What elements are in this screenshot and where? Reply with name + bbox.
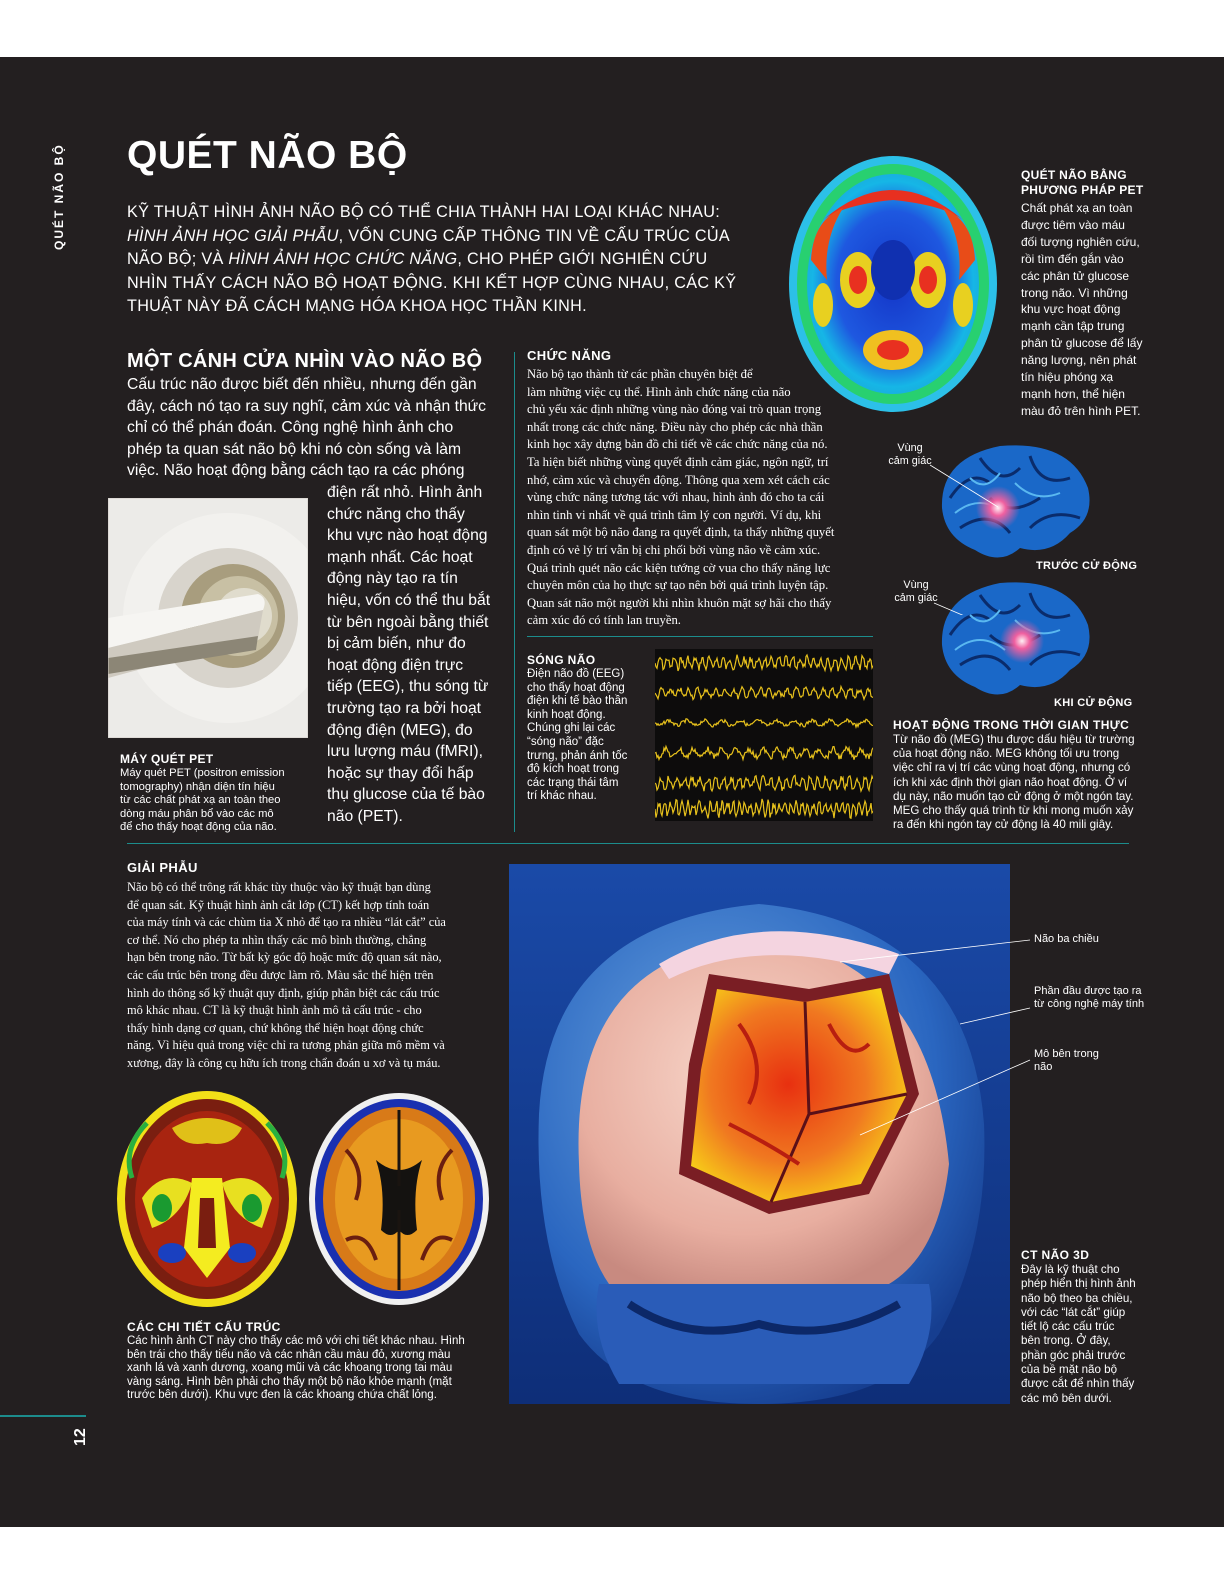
anatomy-line: hình do thông số kỹ thuật quy định, giúp phân biệt các cấu trúc — [127, 985, 440, 1000]
anatomy-line: để quan sát. Kỹ thuật hình ảnh cắt lớp (CT) kết hợp tính toán — [127, 897, 430, 912]
window-line: tiếp (EEG), thu sóng từ — [327, 678, 489, 696]
pet-caption-line: rồi tìm đến gắn vào — [1021, 251, 1124, 266]
scanner-caption-line: tomography) nhận diện tín hiệu — [120, 780, 275, 793]
anatomy-line: của máy tính và các chùm tia X nhỏ để tạo ra nhiều “lát cắt” của — [127, 915, 446, 930]
window-line: não (PET). — [327, 807, 403, 825]
window-line: hiệu, vốn có thể thu bắt — [327, 591, 491, 609]
ct3d-line: tiết lộ các cấu trúc — [1021, 1320, 1115, 1334]
window-line: bị cảm biến, như đo — [327, 635, 466, 653]
pet-caption-heading-line: QUÉT NÃO BẰNG — [1021, 168, 1127, 182]
details-line: trước bên dưới). Khu vực đen là các khoang chứa chất lỏng. — [127, 1389, 437, 1402]
scanner-caption-line: từ các chất phát xạ an toàn theo — [120, 794, 281, 807]
anatomy-line: mô khác nhau. CT là kỹ thuật hình ảnh mô tả cấu trúc - cho — [127, 1003, 422, 1018]
head-label-line: Phần đầu được tạo ra — [1034, 985, 1142, 997]
pet-caption-line: được tiêm vào máu — [1021, 217, 1125, 232]
intro-text-2: , VỐN CUNG CẤP THÔNG TIN VỀ CẤU TRÚC CỦA NÃO BỘ; VÀ — [127, 226, 730, 269]
function-line: Ta hiện biết những vùng quyết định cảm giác, ngôn ngữ, trí — [527, 454, 829, 469]
meg-sensory-label-line: Vùng — [903, 579, 929, 591]
waves-line: các trạng thái tâm — [527, 776, 619, 789]
details-line: vàng sáng. Hình bên phải cho thấy một bộ não khỏe mạnh (mặt — [127, 1375, 452, 1388]
function-line: nhớ, cảm xúc và chuyển động. Thông qua xem xét cách các — [527, 472, 830, 487]
pet-caption-line: trong não. Vì những — [1021, 285, 1128, 300]
waves-line: trí khác nhau. — [527, 790, 597, 803]
details-line: Các hình ảnh CT này cho thấy các mô với chi tiết khác nhau. Hình — [127, 1335, 465, 1347]
pet-scanner-photo — [108, 498, 308, 738]
intro-emphasis-2: HÌNH ẢNH HỌC CHỨC NĂNG — [228, 250, 458, 269]
function-line: chủ yếu xác định những vùng nào đóng vai trò quan trọng — [527, 402, 822, 417]
waves-line: điện khi tế bào thần — [527, 695, 628, 708]
pet-caption-line: khu vực hoạt động — [1021, 302, 1121, 317]
ct-3d-leader-lines — [830, 930, 1040, 1140]
window-line: chức năng cho thấy — [327, 505, 465, 523]
window-line: chỉ có thể phán đoán. Công nghệ hình ảnh cho — [127, 419, 454, 437]
eeg-trace — [655, 747, 873, 760]
anatomy-line: cơ thể. Nó cho phép ta nhìn thấy các mô bình thường, chẳng — [127, 932, 427, 947]
waves-line: kinh hoạt động. — [527, 708, 606, 721]
realtime-heading: HOẠT ĐỘNG TRONG THỜI GIAN THỰC — [893, 718, 1130, 732]
scanner-caption-line: dòng máu phân bổ vào các mô — [120, 807, 274, 820]
ct3d-line: các mô bên dưới. — [1021, 1391, 1112, 1405]
window-line: mạnh nhất. Các hoạt — [327, 548, 473, 566]
window-line: đây, cách nó tạo ra suy nghĩ, cảm xúc và nhận thức — [127, 397, 487, 415]
brain3d-label: Não ba chiều — [1034, 933, 1099, 945]
pet-caption-heading — [1021, 168, 1144, 198]
anatomy-line: xương, đây là công cụ hữu ích trong chẩn đoán u xơ và tụ máu. — [127, 1055, 441, 1070]
ct3d-heading: CT NÃO 3D — [1021, 1248, 1090, 1262]
side-section-label: QUÉT NÃO BỘ — [52, 143, 66, 250]
function-line: nhất trong các chức năng. Điều này cho phép các nhà thần — [527, 419, 823, 434]
anatomy-line: Não bộ có thể trông rất khác tùy thuộc vào kỹ thuật bạn dùng — [127, 880, 431, 894]
pet-caption-line: các phân tử glucose — [1021, 268, 1130, 283]
meg-sensory-label-line: cảm giác — [888, 455, 932, 468]
eeg-trace — [655, 799, 873, 818]
window-line: động điện (MEG), đo — [327, 721, 473, 739]
column-divider — [514, 352, 515, 832]
ct3d-line: phép hiển thị hình ảnh — [1021, 1277, 1136, 1291]
anatomy-line: hạn bên trong não. Từ bất kỳ góc độ hoặc mức độ quan sát nào, — [127, 950, 442, 965]
scanner-caption-line: để cho thấy hoạt động của não. — [120, 821, 277, 834]
function-divider — [527, 636, 873, 637]
head-label-line: từ công nghệ máy tính — [1034, 998, 1145, 1011]
function-line: nhìn tinh vi nhất về quá trình tâm lý con người. Ví dụ, khi — [527, 507, 822, 522]
ct3d-line: bên trong. Ở đây, — [1021, 1334, 1111, 1348]
realtime-line: dụ này, não muốn tạo cử động ở một ngón tay. — [893, 789, 1134, 803]
tissue-label — [1034, 1048, 1099, 1075]
ct3d-line: của bề mặt não bộ — [1021, 1363, 1118, 1377]
function-line: Quá trình quét não các kiện tướng cờ vua cho thấy năng lực — [527, 560, 831, 575]
anatomy-line: thấy hình dạng cơ quan, chứ không thể hiện hoạt động chức — [127, 1020, 424, 1035]
scanner-caption-text — [120, 767, 320, 835]
realtime-line: ra đến khi ngón tay cử động là 40 mili giây. — [893, 818, 1114, 832]
window-line: hoặc sự thay đổi hấp — [327, 764, 474, 782]
function-heading: CHỨC NĂNG — [527, 348, 612, 363]
pet-caption-line: mạnh cần tập trung — [1021, 319, 1125, 334]
pet-caption-heading-line: PHƯƠNG PHÁP PET — [1021, 183, 1144, 197]
function-line: chuyên môn của họ thực sự tạo nên bởi quá trình luyện tập. — [527, 578, 829, 593]
intro-text-3: , CHO PHÉP GIỚI NGHIÊN CỨU NHÌN THẤY CÁCH NÃO BỘ HOẠT ĐỘNG. KHI KẾT HỢP CÙNG NHAU, CÁC KỸ THUẬT NÀY ĐÃ CÁCH MẠNG HÓA KHOA HỌC THẦN KINH. — [127, 250, 737, 316]
function-line: kinh học xây dựng bản đồ chi tiết về các chức năng của nó. — [527, 437, 828, 452]
window-line: trường tạo ra bởi hoạt — [327, 699, 482, 717]
window-line: việc. Não hoạt động bằng cách tạo ra các phóng — [127, 462, 465, 480]
function-line: quan sát một bộ não đang ra quyết định, ta thấy những quyết — [527, 525, 835, 540]
window-line: điện rất nhỏ. Hình ảnh — [327, 484, 483, 501]
waves-text — [527, 668, 652, 804]
details-heading: CÁC CHI TIẾT CẤU TRÚC — [127, 1320, 281, 1334]
ct3d-line: Đây là kỹ thuật cho — [1021, 1263, 1120, 1276]
meg-sensory-label-1 — [878, 442, 942, 469]
waves-line: độ kích hoạt trong — [527, 763, 620, 776]
scanner-caption-heading: MÁY QUÉT PET — [120, 752, 214, 766]
ct-slice-healthy-brain-image — [306, 1090, 492, 1308]
meg-sensory-label-2 — [884, 579, 948, 606]
section-divider — [127, 843, 1129, 844]
intro-emphasis-1: HÌNH ẢNH HỌC GIẢI PHẪU — [127, 226, 339, 245]
pet-caption-line: màu đỏ trên hình PET. — [1021, 403, 1141, 418]
scanner-caption-line: Máy quét PET (positron emission — [120, 767, 285, 779]
window-line: lưu lượng máu (fMRI), — [327, 743, 483, 761]
eeg-trace — [655, 687, 873, 700]
details-text — [127, 1335, 502, 1403]
pet-caption-line: Chất phát xạ an toàn — [1021, 201, 1133, 215]
window-text-narrow — [327, 482, 507, 828]
function-line: Quan sát não một người khi nhìn khuôn mặt sợ hãi cho thấy — [527, 595, 832, 610]
window-line: hoạt động điện trực — [327, 656, 464, 674]
anatomy-text — [127, 879, 497, 1073]
function-line: vùng chức năng tương tác với nhau, hình ảnh đó cho ta cái — [527, 490, 825, 505]
meg-before-label: TRƯỚC CỬ ĐỘNG — [1036, 560, 1138, 572]
window-text-full — [127, 374, 507, 482]
page-number-rule — [0, 1415, 86, 1417]
function-line: cảm xúc đó có tính lan truyền. — [527, 613, 681, 628]
ct3d-line: được cắt để nhìn thấy — [1021, 1377, 1135, 1391]
details-line: bên trái cho thấy tiểu não và các nhân cầu màu đỏ, xương màu — [127, 1348, 451, 1361]
eeg-traces-image — [655, 649, 873, 821]
window-line: khu vực nào hoạt động — [327, 527, 488, 545]
realtime-line: MEG cho thấy quá trình từ khi mong muốn xảy — [893, 804, 1134, 818]
tissue-label-line: Mô bên trong — [1034, 1048, 1099, 1060]
window-line: thụ glucose của tế bào — [327, 786, 485, 804]
realtime-text — [893, 733, 1163, 832]
realtime-line: của hoạt động não. MEG không tối ưu trong — [893, 747, 1120, 761]
pet-caption-line: phân tử glucose để lấy — [1021, 336, 1143, 351]
window-heading: MỘT CÁNH CỬA NHÌN VÀO NÃO BỘ — [127, 350, 483, 372]
window-line: từ bên ngoài bằng thiết — [327, 613, 489, 631]
page-title: QUÉT NÃO BỘ — [127, 134, 408, 177]
waves-heading: SÓNG NÃO — [527, 653, 596, 667]
page-number: 12 — [72, 1428, 89, 1446]
window-line: động này tạo ra tín — [327, 570, 458, 588]
waves-line: “sóng não” đặc — [527, 735, 604, 748]
details-line: xanh lá và xanh dương, xoang mũi và các khoang trong tai màu — [127, 1362, 453, 1375]
waves-line: Điện não đồ (EEG) — [527, 668, 625, 680]
pet-caption-line: mạnh hơn, thể hiện — [1021, 386, 1125, 401]
waves-line: Chúng ghi lại các — [527, 722, 616, 735]
anatomy-line: năng. Vì hiệu quả trong việc chỉ ra tương phản giữa mô mềm và — [127, 1038, 445, 1053]
eeg-trace — [655, 719, 873, 727]
pet-caption-line: đối tượng nghiên cứu, — [1021, 234, 1140, 249]
anatomy-heading: GIẢI PHẪU — [127, 860, 198, 875]
intro-paragraph — [127, 201, 747, 319]
waves-line: cho thấy hoạt động — [527, 681, 625, 694]
ct3d-text — [1021, 1263, 1161, 1406]
realtime-line: Từ não đồ (MEG) thu được dấu hiệu từ trường — [893, 733, 1135, 746]
function-line: làm những việc cụ thể. Hình ảnh chức năng của não — [527, 384, 791, 399]
ct3d-line: với các “lát cắt” giúp — [1021, 1305, 1126, 1319]
ct-slice-cerebellum-image — [112, 1088, 302, 1310]
function-line: Não bộ tạo thành từ các phần chuyên biệt để — [527, 367, 753, 381]
window-line: Cấu trúc não được biết đến nhiều, nhưng đến gần — [127, 376, 477, 393]
meg-sensory-label-line: cảm giác — [894, 592, 938, 605]
realtime-line: ích khi xác định thời gian não hoạt động. Ở ví — [893, 775, 1128, 789]
function-line: định có vẻ lý trí vẫn bị chi phối bởi vùng não về cảm xúc. — [527, 542, 821, 557]
meg-during-label: KHI CỬ ĐỘNG — [1054, 697, 1133, 709]
meg-sensory-label-line: Vùng — [897, 442, 923, 454]
intro-text-1: KỸ THUẬT HÌNH ẢNH NÃO BỘ CÓ THỂ CHIA THÀNH HAI LOẠI KHÁC NHAU: — [127, 203, 721, 221]
ct3d-line: não bộ theo ba chiều, — [1021, 1291, 1133, 1305]
pet-caption-line: tín hiệu phóng xạ — [1021, 370, 1114, 385]
waves-line: trưng, phản ánh tốc — [527, 749, 628, 762]
head-label — [1034, 985, 1144, 1012]
window-line: phép ta quan sát não bộ khi nó còn sống và làm — [127, 440, 462, 458]
anatomy-line: các cấu trúc bên trong đều được làm rõ. Màu sắc thể hiện trên — [127, 967, 434, 982]
tissue-label-line: não — [1034, 1061, 1053, 1074]
function-text — [527, 366, 877, 630]
eeg-trace — [655, 655, 873, 672]
pet-caption-text — [1021, 200, 1191, 420]
ct3d-line: phần góc phải trước — [1021, 1348, 1126, 1362]
eeg-trace — [655, 775, 873, 791]
pet-caption-line: năng lượng, nên phát — [1021, 353, 1137, 368]
realtime-line: việc chỉ ra vị trí các vùng hoạt động, nhưng có — [893, 761, 1131, 775]
